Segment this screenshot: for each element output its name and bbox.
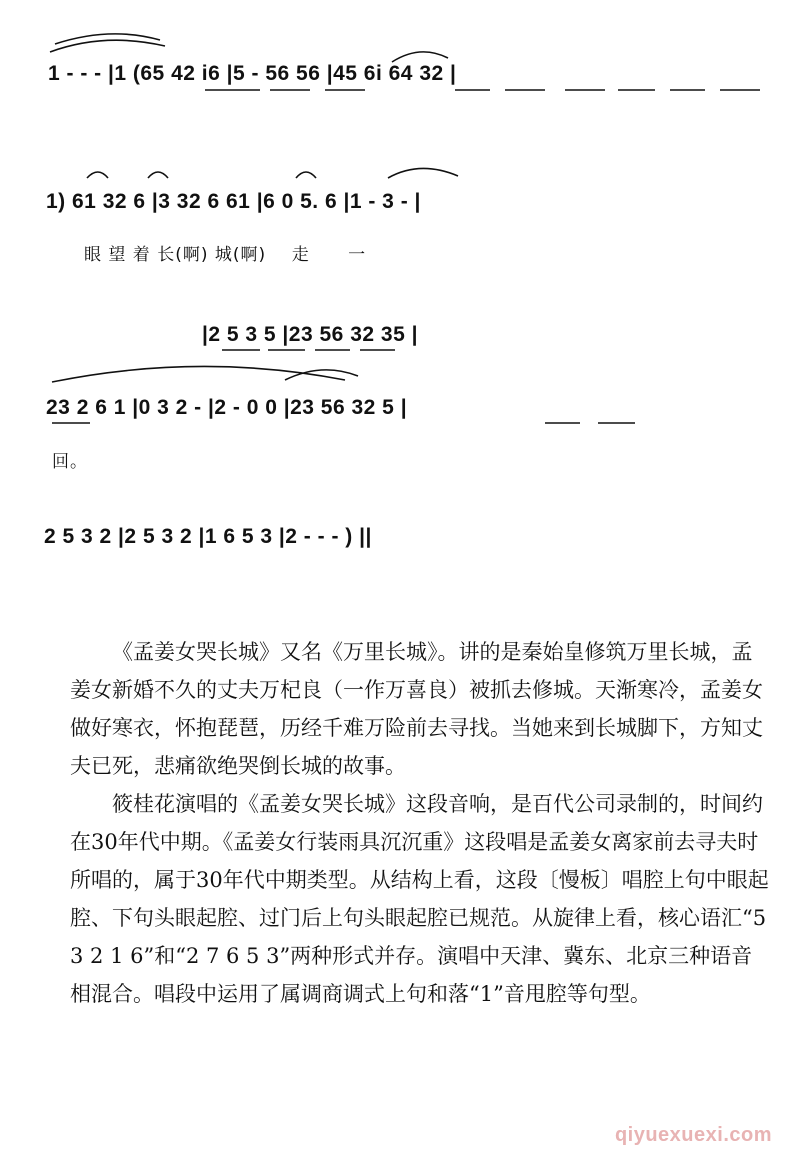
notation-row: 23 2 6 1 |0 3 2 - |2 - 0 0 |23 56 32 5 | xyxy=(46,396,408,419)
slur-mark xyxy=(392,52,448,62)
slur-mark xyxy=(148,172,168,178)
site-watermark: qiyuexuexi.com xyxy=(614,1124,772,1146)
notation-row: 2 5 3 2 |2 5 3 2 |1 6 5 3 |2 - - - ) || xyxy=(44,525,372,548)
notation-row: 1 - - - |1 (65 42 i6 |5 - 56 56 |45 6i 64 32 | xyxy=(48,62,457,85)
slur-mark xyxy=(87,172,108,178)
slur-mark xyxy=(388,168,458,178)
lyrics-row: 回。 xyxy=(52,452,88,472)
slur-mark xyxy=(296,172,316,178)
commentary xyxy=(70,633,770,1013)
lyrics-row: 眼 望 着 长(啊) 城(啊) 走 一 xyxy=(84,245,367,265)
slur-mark xyxy=(50,40,165,52)
paragraph: 筱桂花演唱的《孟姜女哭长城》这段音响，是百代公司录制的，时间约在30年代中期。《孟姜女行装雨具沉沉重》这段唱是孟姜女离家前去寻夫时所唱的，属于30年代中期类型。从结构上看，这段〔慢板〕唱腔上句中眼起腔、下句头眼起腔、过门后上句头眼起腔已规范。从旋律上看，核心语汇“5 3 2 1 6”和“2 7 6 5 3”两种形式并存。演唱中天津、冀东、北京三种语音相混合。唱段中运用了属调商调式上句和落“1”音甩腔等句型。 xyxy=(70,792,769,1006)
paragraph: 《孟姜女哭长城》又名《万里长城》。讲的是秦始皇修筑万里长城，孟姜女新婚不久的丈夫万杞良（一作万喜良）被抓去修城。天渐寒冷，孟姜女做好寒衣，怀抱琵琶，历经千难万险前去寻找。当她来到长城脚下，方知丈夫已死，悲痛欲绝哭倒长城的故事。 xyxy=(70,640,763,778)
notation-row: |2 5 3 5 |23 56 32 35 | xyxy=(202,323,418,346)
notation-row: 1) 61 32 6 |3 32 6 61 |6 0 5. 6 |1 - 3 - | xyxy=(46,190,421,213)
